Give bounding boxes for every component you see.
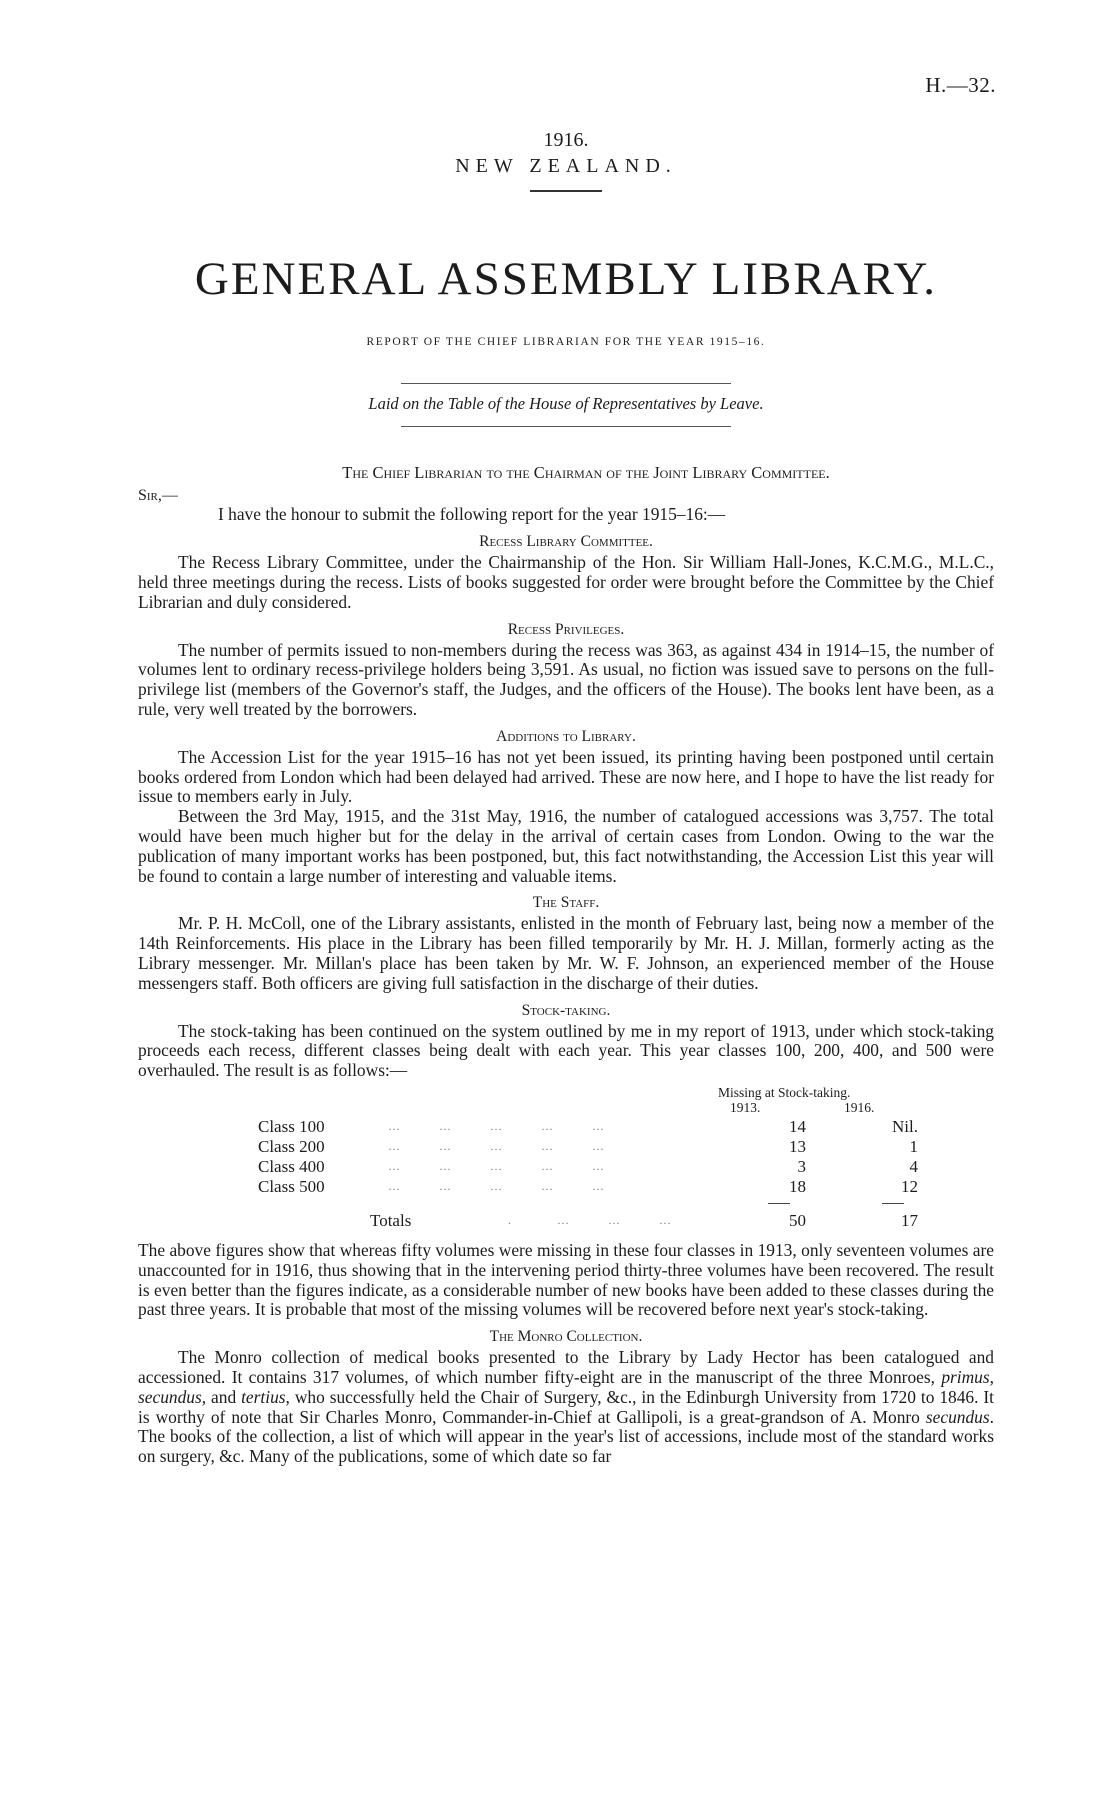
short-rule [530,190,602,192]
table-totals-row [258,1211,918,1231]
total-1916: 17 [901,1211,918,1231]
paragraph-stocktaking-2: The above figures show that whereas fifty volumes were missing in these four classes in 1913, only seventeen volumes are unaccounted for in 1916, thus showing that in the intervening period thirty-three volumes have been recovered. The result is even better than the figures indicate, as a considerable number of new books have been added to these classes during the past three years. It is probable that most of the missing volumes will be recovered before next year's stock-taking. [138,1240,994,1320]
value-1913: 3 [797,1157,806,1177]
heading-additions: Additions to Library. [496,727,636,745]
monro-secundus-2: secundus [925,1406,990,1427]
total-rule-1916 [882,1203,904,1204]
laid-on-table-note: Laid on the Table of the House of Representatives by Leave. [368,394,764,414]
totals-label: Totals [370,1211,412,1231]
value-1916: 1 [909,1137,918,1157]
monro-text-b: , who successfully held the Chair of Surgery, &c., in the Edinburgh University from 1720 to 1846. It is worthy of note that Sir Charles Monro, Commander-in-Chief at Gallipoli, is a great-grandson of A. Monro [138,1386,994,1427]
value-1913: 13 [789,1137,806,1157]
monro-secundus: secundus [138,1386,202,1407]
heading-recess-committee: Recess Library Committee. [479,533,653,551]
table-row [258,1117,918,1137]
value-1916: 4 [909,1157,918,1177]
stocktaking-table [138,1085,994,1241]
heading-monro: The Monro Collection. [489,1328,643,1346]
table-row [258,1157,918,1177]
report-subtitle: REPORT OF THE CHIEF LIBRARIAN FOR THE YEAR 1915–16. [366,336,766,349]
row-label: Class 200 [258,1137,325,1157]
main-title: GENERAL ASSEMBLY LIBRARY. [194,253,938,305]
monro-tertius: tertius [241,1386,286,1407]
salutation: Sir,— [138,487,178,505]
table-row [258,1137,918,1157]
heading-stocktaking: Stock-taking. [521,1001,611,1019]
rule-above-laid [401,383,731,384]
monro-sep-1: , [989,1367,994,1387]
paragraph-stocktaking-1: The stock-taking has been continued on the system outlined by me in my report of 1913, under which stock-taking proceeds each recess, different classes being dealt with each year. This year classes 100, 200, 400, and 500 were overhauled. The result is as follows:— [138,1020,994,1081]
monro-text-c: . The books of the collection, a list of which will appear in the year's list of accessions, include most of the standard works on surgery, &c. Many of the publications, some of which date so far [138,1406,994,1467]
intro-line: I have the honour to submit the following report for the year 1915–16:— [218,504,726,525]
leader-dots: … … … … … [388,1119,608,1134]
table-col-1916: 1916. [844,1100,875,1116]
total-rule-1913 [768,1203,790,1204]
paragraph-additions-1: The Accession List for the year 1915–16 has not yet been issued, its printing having been postponed until certain books ordered from London which had been delayed had arrived. These are now here, and I hope to have the list ready for issue to members early in July. [138,746,994,807]
table-col-1913: 1913. [730,1100,761,1116]
monro-sep-2: , and [201,1386,242,1407]
row-label: Class 500 [258,1177,325,1197]
row-label: Class 400 [258,1157,325,1177]
paragraph-additions-2: Between the 3rd May, 1915, and the 31st May, 1916, the number of catalogued accessions was 3,757. The total would have been much higher but for the delay in the arrival of certain cases from London. Owing to the war the publication of many important works has been postponed, but, this fact notwithstanding, the Accession List this year will be found to contain a large number of interesting and valuable items. [138,806,994,886]
leader-dots: … … … … … [388,1159,608,1174]
document-year: 1916. [543,129,589,151]
total-1913: 50 [789,1211,806,1231]
page-reference: H.—32. [925,73,996,97]
heading-staff: The Staff. [532,894,600,912]
leader-dots: … … … … … [388,1139,608,1154]
leader-dots: . … … … [508,1213,675,1228]
paragraph-staff: Mr. P. H. McColl, one of the Library assistants, enlisted in the month of February last, being now a member of the 14th Reinforcements. His place in the Library has been filled temporarily by Mr. H. J. Millan, formerly acting as the Library messenger. Mr. Millan's place has been taken by Mr. W. F. Johnson, an experienced member of the House messengers staff. Both officers are giving full satisfaction in the discharge of their duties. [138,913,994,993]
country-heading: NEW ZEALAND. [455,155,677,177]
heading-recess-privileges: Recess Privileges. [507,620,625,638]
value-1913: 14 [789,1117,806,1137]
address-line: The Chief Librarian to the Chairman of the Joint Library Committee. [342,463,830,483]
value-1916: Nil. [892,1117,918,1137]
table-row [258,1177,918,1197]
paragraph-monro [138,1348,994,1467]
value-1916: 12 [901,1177,918,1197]
table-header-missing: Missing at Stock-taking. [718,1085,851,1101]
paragraph-recess-privileges: The number of permits issued to non-members during the recess was 363, as against 434 in 1914–15, the number of volumes lent to ordinary recess-privilege holders being 3,591. As usual, no fiction was issued save to persons on the full-privilege list (members of the Governor's staff, the Judges, and the officers of the House). The books lent have been, as a rule, very well treated by the borrowers. [138,639,994,720]
monro-text-a: The Monro collection of medical books presented to the Library by Lady Hector has been catalogued and accessioned. It contains 317 volumes, of which number fifty-eight are in the manuscript of the three Monroes, [138,1347,994,1387]
paragraph-recess-committee: The Recess Library Committee, under the Chairmanship of the Hon. Sir William Hall-Jones, K.C.M.G., M.L.C., held three meetings during the recess. Lists of books suggested for order were brought before the Committee by the Chief Librarian and duly considered. [138,552,994,612]
rule-below-laid [401,426,731,427]
monro-primus: primus [941,1367,990,1387]
value-1913: 18 [789,1177,806,1197]
leader-dots: … … … … … [388,1179,608,1194]
row-label: Class 100 [258,1117,325,1137]
